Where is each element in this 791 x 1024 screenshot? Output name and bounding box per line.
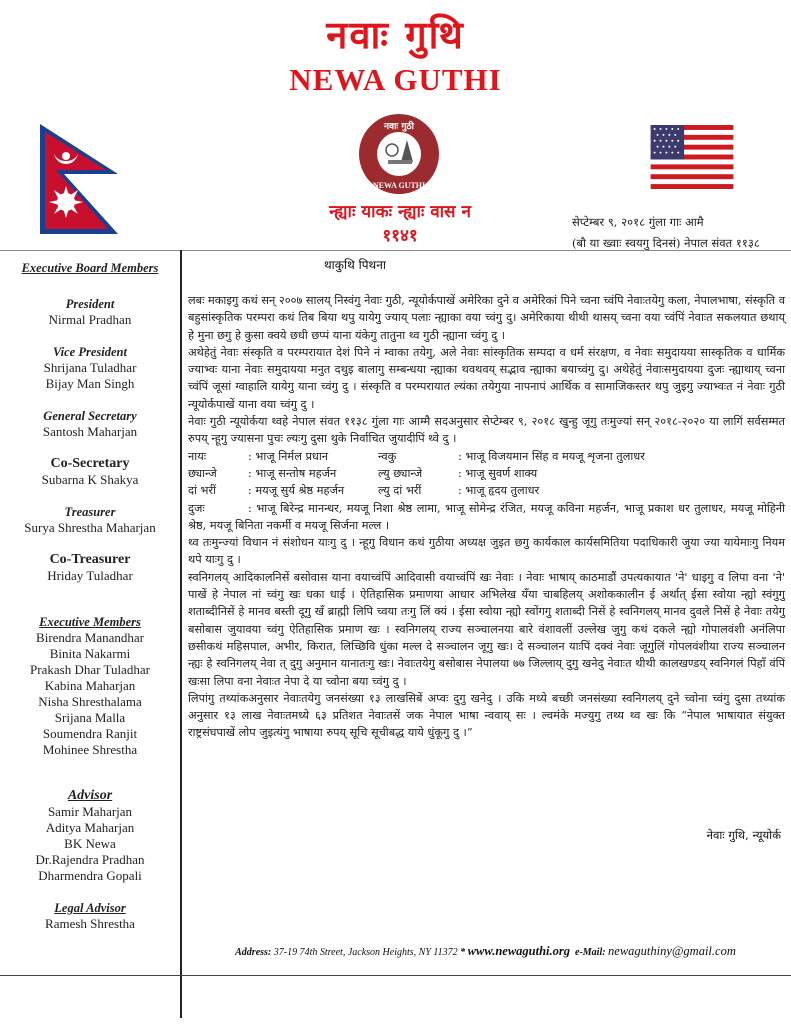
address-label: Address: bbox=[235, 947, 272, 958]
member-name: Hriday Tuladhar bbox=[47, 568, 133, 583]
sidebar-divider bbox=[180, 250, 182, 1018]
group-heading: President bbox=[65, 297, 115, 311]
member-name: BK Newa bbox=[64, 836, 116, 851]
date-block bbox=[572, 212, 760, 254]
svg-text:नवाः गुठी: नवाः गुठी bbox=[384, 122, 414, 132]
group-general-secretary bbox=[0, 408, 180, 440]
officer-name: : भाजू सन्तोष महर्जन bbox=[248, 466, 337, 480]
group-treasurer bbox=[0, 504, 180, 536]
member-name: Samir Maharjan bbox=[47, 804, 133, 819]
officer-title: छ्यान्जे bbox=[188, 466, 217, 480]
officer-name: : मयजू सुर्य श्रेष्ठ महर्जन bbox=[248, 484, 345, 498]
signoff: नेवाः गुथि, न्यूयोर्क bbox=[706, 828, 781, 842]
group-heading: Vice President bbox=[53, 345, 127, 359]
paragraph: नेवाः गुठी न्यूयोर्कया थ्वहे नेपाल संवत ११३८ गुंला गाः आम्मै सदअनुसार सेप्टेम्बर ९, २०१८ खुन्हु जूगु तःमुज्यां सन् २०१८-२०२० या लागिं सर्वसम्मत रुपय् न्हूगु ज्यासना पुचः ल्यःगु दुसा थुके निर्वाचित जुयादीपिं थ्वे दु । bbox=[188, 415, 785, 446]
document-body bbox=[188, 292, 785, 742]
org-title-devanagari: नवाः गुथि bbox=[326, 12, 465, 57]
officer-row bbox=[188, 465, 785, 482]
group-legal-advisor bbox=[0, 900, 180, 932]
member-name: Binita Nakarmi bbox=[49, 646, 131, 661]
logo-motto bbox=[300, 200, 500, 248]
email-link[interactable]: newaguthiny@gmail.com bbox=[608, 944, 736, 958]
group-heading: Co-Treasurer bbox=[49, 552, 131, 567]
date-line-2: (बौ या ख्वाः स्वयगु दिनसं) नेपाल संवत ११३८ bbox=[572, 236, 760, 250]
motto-line-1: न्ह्याः याकः न्ह्याः वास न bbox=[329, 202, 471, 222]
separator: * bbox=[460, 947, 466, 958]
document-title: थाकुथि पिथना bbox=[324, 258, 386, 272]
member-name: Prakash Dhar Tuladhar bbox=[30, 662, 150, 677]
member-name: Shrijana Tuladhar bbox=[43, 360, 137, 375]
officer-title: ल्यु दां भरीं bbox=[378, 484, 422, 498]
paragraph: स्वनिगलय् आदिकालनिसें बसोवास याना वयाच्वंपिं आदिवासी वयाच्वंपिं खः नेवाः । नेवाः भाषाय् काठमाडौं उपत्यकायात 'ने' धाइगु व लिपा वना 'ने' पाखें हे नेपाल नां च्वंगु खः धका धाई । ऐतिहासिक प्रमाणया आधार अभिलेख यँया चाबहिलय् अशोककालीन ई अर्थात् ईसा स्वोया न्ह्यो स्वंगुगु शताब्दीनिसें हे मानव बस्ती दूगु खँ ब्राह्मी लिपि च्वया तःगु लिं क्यं । ईसा स्वोया न्ह्यो स्वोंगगु शताब्दी निसें हे स्वनिगलय् मानव दुवले निसें हे नेवाः तयेगु बसोबास जुयावया च्वंगु ऐतिहासिक प्रमाण खः । स्वनिगलय् राज्य सञ्चालनया बारे वंशावलीं उल्लेख जुगु कथं दकले न्ह्यो गोपालवंशी अनंलिपा छसीकथं महिसपाल, अभीर, किरात, लिच्छिवि धुंका मल्ल दे सञ्चालन जूगु खः। दे सञ्चालन याःपिं दक्वं नेवाः जूगुलिं गोपलवंशीया राज्य सञ्चालन न्ह्यः हे स्वनिगलय् नेवा त् दुगु अनुमान यानातःगु खः। नेवाःतयेगु बसोबास नेपालया ७७ जिल्लाय् दुगु खनेदु नेवाःत थीथी कालखण्डय् स्वनिगलं पिहाँ वंपिं खःसा लिपा वना नेवाःत नेपा दे या च्वोना बया च्वंगु दु । bbox=[188, 570, 786, 688]
group-heading: Co-Secretary bbox=[50, 456, 130, 471]
member-name: Ramesh Shrestha bbox=[45, 916, 135, 931]
group-co-secretary bbox=[0, 456, 180, 488]
footer-divider bbox=[0, 975, 791, 976]
footer-contact bbox=[180, 944, 791, 959]
officer-title: दां भरीं bbox=[188, 484, 217, 498]
member-name: Subarna K Shakya bbox=[41, 472, 139, 487]
org-title-english: NEWA GUTHI bbox=[289, 62, 502, 97]
members-paragraph bbox=[188, 500, 785, 535]
group-heading: Advisor bbox=[67, 788, 113, 803]
group-heading: Treasurer bbox=[64, 505, 116, 519]
member-name: Nisha Shresthalama bbox=[38, 694, 142, 709]
group-vice-president bbox=[0, 344, 180, 392]
officer-row bbox=[188, 448, 785, 465]
member-name: Srijana Malla bbox=[54, 710, 126, 725]
board-members-sidebar bbox=[0, 260, 180, 948]
member-name: Soumendra Ranjit bbox=[42, 726, 138, 741]
group-heading: General Secretary bbox=[43, 409, 137, 423]
group-president bbox=[0, 296, 180, 328]
website-link[interactable]: www.newaguthi.org bbox=[467, 944, 570, 958]
member-name: Kabina Maharjan bbox=[44, 678, 136, 693]
officer-name: : भाजू निर्मल प्रधान bbox=[248, 449, 329, 463]
member-name: Aditya Maharjan bbox=[45, 820, 135, 835]
address: 37-19 74th Street, Jackson Heights, NY 11372 bbox=[273, 947, 458, 958]
member-name: Nirmal Pradhan bbox=[48, 312, 132, 327]
paragraph: लिपांगु तथ्यांकअनुसार नेवाःतयेगु जनसंख्या १३ लाखसिबें अप्वः दुगु खनेदु । उकि मध्ये बच्छी जनसंख्या स्वनिगलय् दुने च्वोना च्वंगु दुसा तथ्यांक अनुसार १३ लाख नेवाःतमध्ये ६३ प्रतिशत नेवाःतसें जक नेपाल भाषा न्ववाय् सः । ल्वमंके मज्युगु तथ्य थ्व खः कि “नेपाल भाषायात संयुक्त राष्ट्रसंघपाखें लोप जुइत्यंगु भाषाया रुपय् सूचि सूचीबद्ध याये धुंकूगु दु ।” bbox=[188, 691, 785, 740]
member-name: Dharmendra Gopali bbox=[38, 868, 142, 883]
member-name: Dr.Rajendra Pradhan bbox=[35, 852, 145, 867]
member-name: Bijay Man Singh bbox=[45, 376, 135, 391]
officer-name: : भाजू विजयमान सिंह व मयजू शृजना तुलाधर bbox=[458, 449, 645, 463]
member-name: Mohinee Shrestha bbox=[42, 742, 138, 757]
officer-title: ल्यु छ्यान्जे bbox=[378, 466, 423, 480]
officer-name: : भाजू हृदय तुलाधर bbox=[458, 484, 540, 498]
date-line-1: सेप्टेम्बर ९, २०१८ गुंला गाः आमै bbox=[572, 215, 704, 229]
us-flag-icon bbox=[650, 125, 734, 189]
officer-name: : भाजू सुवर्ण शाक्य bbox=[458, 466, 538, 480]
officer-row bbox=[188, 482, 785, 499]
members-list: : भाजू बिरेन्द्र मानन्धर, मयजू निशा श्रेष्ठ लामा, भाजू सोमेन्द्र रंजित, मयजू कविना महर्जन, भाजू प्रकाश धर तुलाधर, मयजू मोहिनी श्रेष्ठ, मयजू बिनिता नकर्मी व मयजू सिर्जना मल्ल । bbox=[188, 501, 785, 532]
motto-line-2: ११४१ bbox=[382, 226, 418, 246]
group-co-treasurer bbox=[0, 552, 180, 584]
members-label: दुजः bbox=[188, 501, 205, 515]
email-label: e-Mail: bbox=[575, 947, 606, 958]
paragraph: अथेहेतुं नेवाः संस्कृति व परम्परायात देशं पिने नं म्वाका तयेगु, अले नेवाः सांस्कृतिक सम्पदा व धर्म संरक्षण, व नेवाः समुदायया सास्कृतिक व धार्मिक ज्याभ्वः याना नेवाः समुदायया मनुत दथुइ बालागु सम्बन्धया न्ह्याका थवथवय् सद्भाव न्ह्याका बयाच्वंगु दु। अथेहेतुं नेवाःसमुदायया दुजः न्ह्याथाय् च्वना च्वंपिं जूसां ग्वाहालि यायेगु याना च्वंगु दु । संस्कृति व परम्परायात ल्यंका तयेगुया नापनापं आर्थिक व सामाजिकस्तर थपु जुइगु ज्याभ्वःत नं नेवाः गुठी न्यूयोर्कपाखें याना वया च्वंगु दु । bbox=[188, 345, 785, 411]
member-name: Surya Shrestha Maharjan bbox=[24, 520, 156, 535]
newa-guthi-logo bbox=[357, 112, 441, 196]
paragraph: थ्व तःमुन्ज्यां विधान नं संशोधन याःगु दु । न्हूगु विधान कथं गुठीया अध्यक्ष जुइत छगु कार्यकाल कार्यसमितिया पदाधिकारी जुया ज्या यायेमाःगु नियम थपे याःगु दु । bbox=[188, 536, 785, 567]
group-executive-members bbox=[0, 614, 180, 758]
member-name: Santosh Maharjan bbox=[42, 424, 138, 439]
sidebar-title: Executive Board Members bbox=[21, 261, 159, 275]
officer-title: नायः bbox=[188, 449, 207, 463]
svg-text:NEWA GUTHI: NEWA GUTHI bbox=[372, 181, 426, 190]
paragraph: लबः मकाइगु कथं सन् २००७ सालय् निस्वंगु नेवाः गुठी, न्यूयोर्कपाखें अमेरिका दुने व अमेरिकां पिने च्वना च्वंपि नेवाःतयेगु कला, नेपालभाषा, संस्कृति व बहुसांस्कृतिक परम्परा कथं तिब बिया थपु यायेगु ज्याय् पलाः न्ह्याका वया च्वंगु दु। अमेरिकाया थीथी थासय् च्वना वया च्वंपिं नेवाःत सकलयात छथाय् हे मुना छगु हे कुसा क्वये छधी छप्पं याना यंकेगु तातुना थ्व गुठी न्ह्याना च्वंगु दु । bbox=[188, 294, 785, 342]
nepal-flag-icon bbox=[38, 122, 123, 237]
group-advisor bbox=[0, 788, 180, 884]
officer-title: न्वकु bbox=[378, 449, 397, 463]
member-name: Birendra Manandhar bbox=[36, 630, 144, 645]
group-heading: Executive Members bbox=[39, 615, 141, 629]
header-divider bbox=[0, 250, 791, 251]
group-heading: Legal Advisor bbox=[54, 901, 126, 915]
